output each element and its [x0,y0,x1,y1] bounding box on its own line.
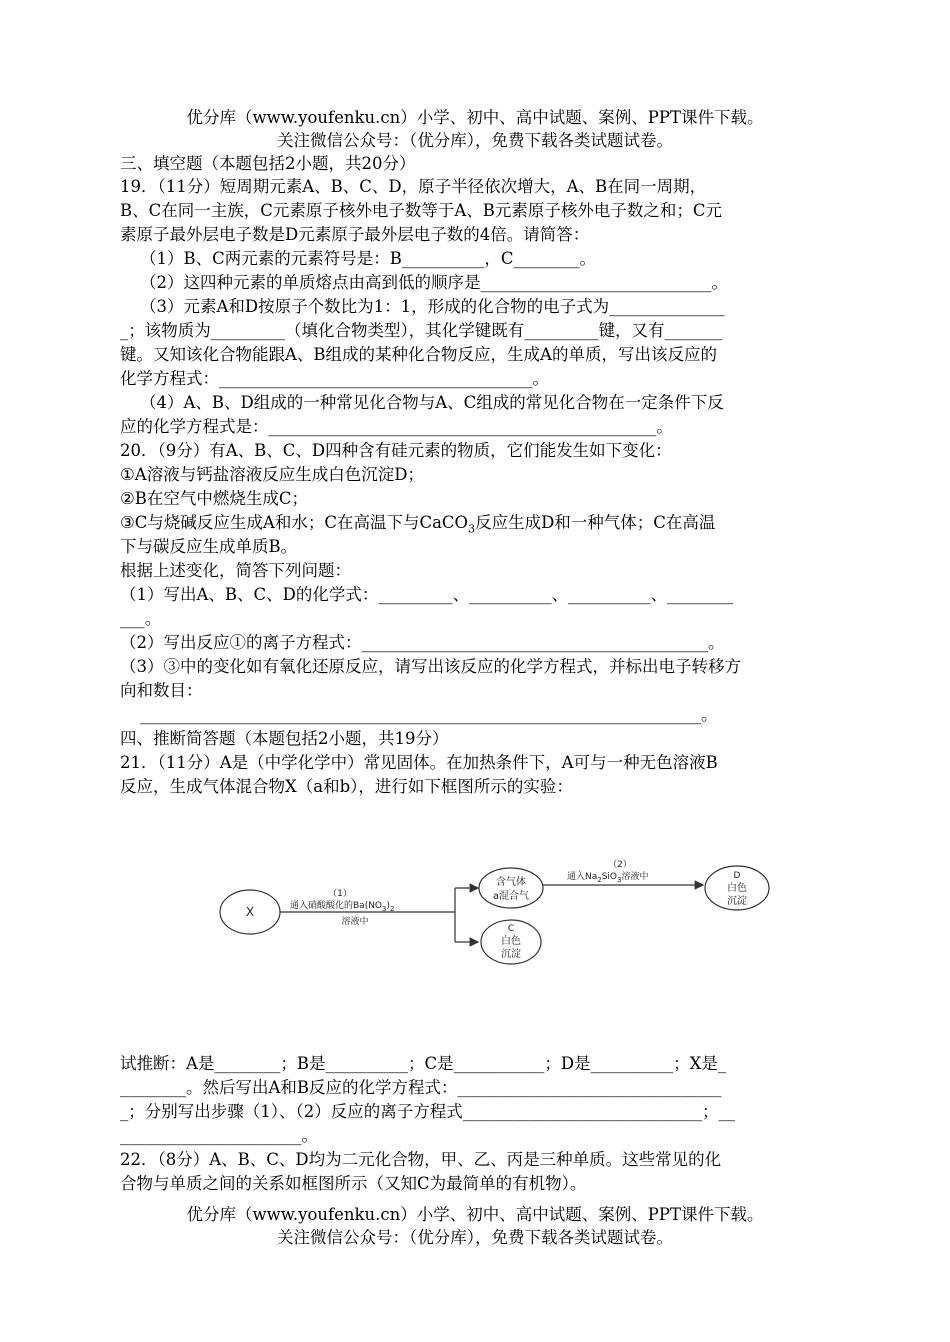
q20-reaction-1: ①A溶液与钙盐溶液反应生成白色沉淀D； [120,465,424,484]
q21-answer-4: ______________________。 [120,1126,318,1145]
d-node-line-2: 沉淀 [727,896,747,907]
q20-reaction-3b: 下与碳反应生成单质B。 [120,537,298,556]
q20-part-2: （2）写出反应①的离子方程式：__________________________________________。 [120,633,725,652]
gas-mixture-line-2: a混合气 [492,891,530,902]
step-1-label-2: 溶液中 [341,917,369,927]
d-node-letter: D [733,871,741,881]
q20-part-3b: 向和数目： [120,681,203,700]
header-line-1: 优分库（www.youfenku.cn）小学、初中、高中试题、案例、PPT课件下载。 [186,108,764,127]
q20-line-1: 20．（9分）有A、B、C、D四种含有硅元素的物质，它们能发生如下变化： [120,441,672,460]
q20-part-1b: ___。 [120,609,162,628]
q21-line-2: 反应，生成气体混合物X（a和b），进行如下框图所示的实验： [120,777,573,796]
q21-answer-1: 试推断：A是________；B是__________；C是___________；D是__________；X是_ [120,1054,727,1073]
q19-part-3d: 化学方程式：______________________________________。 [120,369,549,388]
q21-answer-3: _；分别写出步骤（1）、（2）反应的离子方程式_____________________________；__ [120,1102,735,1121]
d-node-line-1: 白色 [727,883,747,894]
c-node-line-2: 沉淀 [501,949,521,960]
q19-part-1: （1）B、C两元素的元素符号是：B__________，C________。 [140,249,596,268]
q20-part-3a: （3）③中的变化如有氧化还原反应，请写出该反应的化学方程式，并标出电子转移方 [120,657,741,676]
q19-line-1: 19．（11分）短周期元素A、B、C、D，原子半径依次增大，A、B在同一周期， [120,177,707,196]
c-node-line-1: 白色 [501,936,521,947]
q19-line-3: 素原子最外层电子数是D元素原子最外层电子数的4倍。请简答： [120,225,590,244]
q19-part-4a: （4）A、B、D组成的一种常见化合物与A、C组成的常见化合物在一定条件下反 [140,393,724,412]
q20-reaction-3a: ③C与烧碱反应生成A和水；C在高温下与CaCO$_3$反应生成D和一种气体；C在高温 [120,513,716,536]
q19-part-4b: 应的化学方程式是：_______________________________________________。 [120,417,673,436]
q20-part-1a: （1）写出A、B、C、D的化学式：_________、__________、__________、________ [120,585,734,604]
c-node-letter: C [507,924,515,934]
footer-line-2: 关注微信公众号：（优分库），免费下载各类试题试卷。 [277,1228,673,1247]
q19-part-3a: （3）元素A和D按原子个数比为1：1，形成的化合物的电子式为______________ [140,297,725,316]
q19-part-3c: 键。又知该化合物能跟A、B组成的某种化合物反应，生成A的单质，写出该反应的 [120,345,717,364]
q21-answer-2: ________。然后写出A和B反应的化学方程式：________________________________ [120,1078,722,1097]
step-2-label: 通入$Na_2SiO_3$溶液中 [567,872,649,884]
q22-line-1: 22．（8分）A、B、C、D均为二元化合物，甲、乙、丙是三种单质。这些常见的化 [120,1150,722,1169]
section-3-title: 三、填空题（本题包括2小题，共20分） [120,154,416,173]
q20-part-3c: ____________________________________________________________________。 [140,705,718,724]
gas-mixture-line-1: 含气体 [496,877,526,888]
q19-line-2: B、C在同一主族，C元素原子核外电子数等于A、B元素原子核外电子数之和；C元 [120,201,723,220]
step-1-label: 通入硝酸酸化的$Ba(NO_3)_2$ [290,901,395,913]
footer-line-1: 优分库（www.youfenku.cn）小学、初中、高中试题、案例、PPT课件下载。 [186,1205,764,1224]
header-line-2: 关注微信公众号：（优分库），免费下载各类试题试卷。 [277,131,673,150]
step-1-number: （1） [328,889,352,899]
q20-ask: 根据上述变化，简答下列问题： [120,561,351,580]
step-2-number: （2） [608,860,632,870]
q19-part-3b: _；该物质为_________（填化合物类型），其化学键既有_________键，又有_______ [120,321,723,340]
q20-reaction-2: ②B在空气中燃烧生成C； [120,489,309,508]
x-node-label: X [245,905,255,919]
q19-part-2: （2）这四种元素的单质熔点由高到低的顺序是____________________________。 [140,273,728,292]
gas-mixture-node [479,868,543,908]
section-4-title: 四、推断简答题（本题包括2小题，共19分） [120,729,449,748]
q22-line-2: 合物与单质之间的关系如框图所示（又知C为最简单的有机物）。 [120,1174,587,1193]
q21-flow-diagram [215,850,775,970]
q21-line-1: 21．（11分）A是（中学化学中）常见固体。在加热条件下，A可与一种无色溶液B [120,753,718,772]
